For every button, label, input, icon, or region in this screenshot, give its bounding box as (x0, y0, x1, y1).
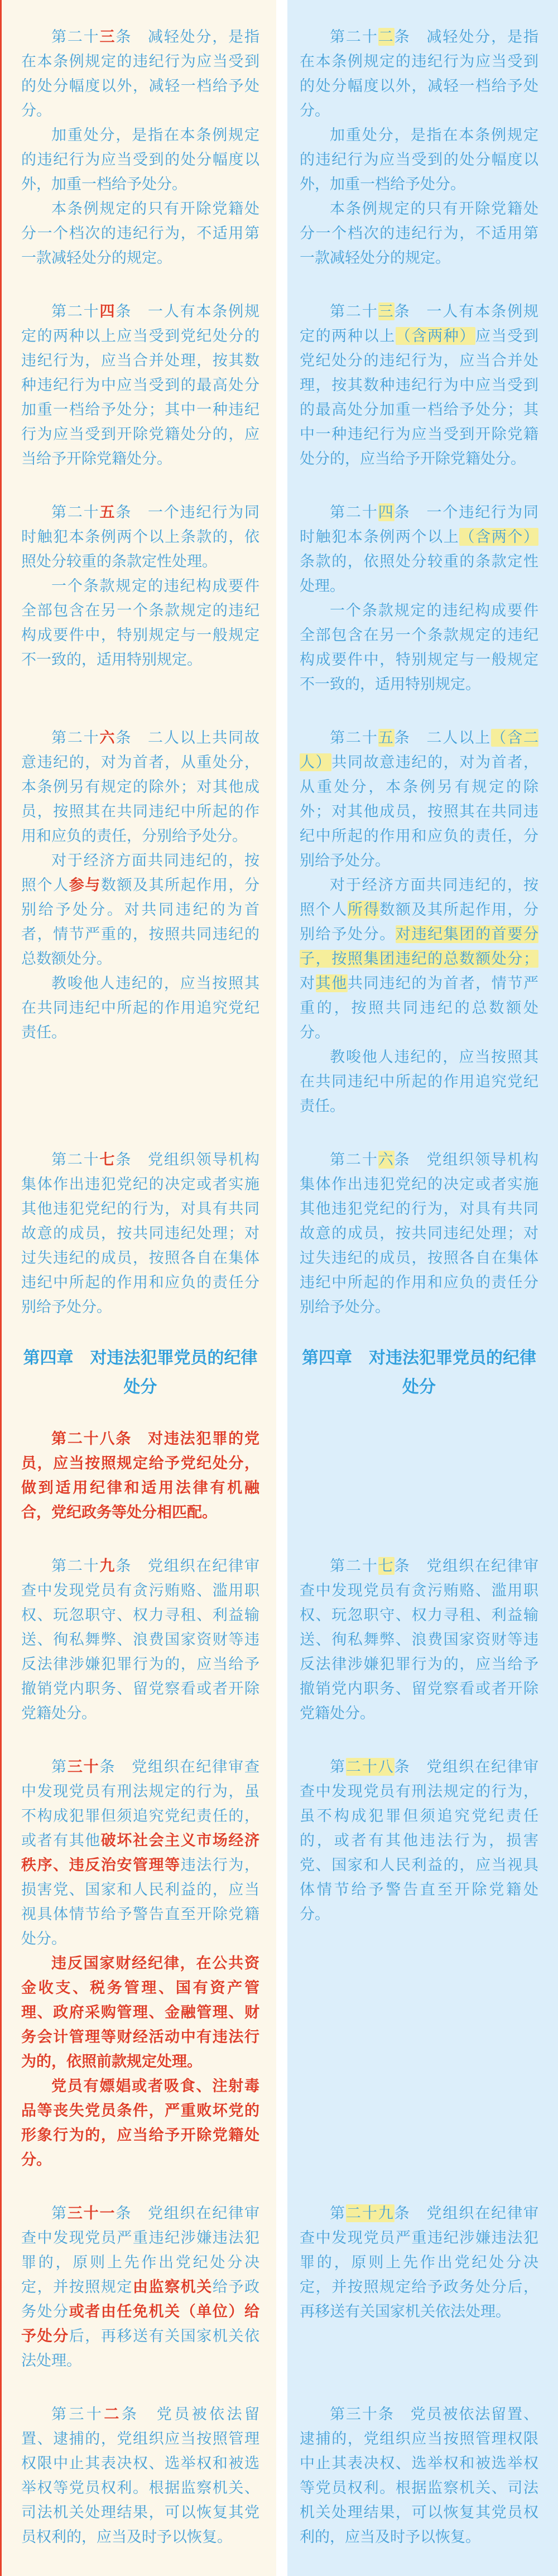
article-paragraph (300, 2402, 538, 2549)
highlighted-text: 六 (378, 1151, 395, 1168)
article-paragraph (21, 500, 259, 574)
highlighted-text: （含两个） (459, 528, 539, 545)
column-gutter (276, 486, 287, 711)
old-version-cell (287, 1539, 558, 1740)
column-gutter (276, 1740, 287, 2186)
article-paragraph (21, 299, 259, 471)
body-text: 第二十 (330, 1558, 378, 1574)
revised-text: 三十一 (67, 2205, 116, 2222)
body-text: 条 党组织领导机构集体作出违犯党纪的决定或者实施其他违犯党纪的行为，对具有共同故意的成员，按共同违纪处理；对过失违纪的成员，按照各自在集体违纪中所起的作用和应负的责任分别给予处分。 (300, 1151, 539, 1315)
body-text: 条 一人有本条例规定的两种以上应当受到党纪处分的违纪行为，应当合并处理，按其数种违纪行为中应当受到的最高处分加重一档给予处分；其中一种违纪行为应当受到开除党籍处分的，应当给予开除党籍处分。 (21, 303, 260, 467)
new-version-cell (0, 486, 276, 711)
highlighted-text: 五 (378, 729, 395, 746)
new-version-cell (0, 2387, 276, 2576)
comparison-row (0, 1539, 558, 1740)
article-paragraph (21, 123, 259, 196)
comparison-row (0, 1740, 558, 2186)
body-text: 第三十条 党员被依法留置、逮捕的，党组织应当按照管理权限中止其表决权、选举权和被选举权等党员权利。根据监察机关、司法机关处理结果，可以恢复其党员权利的，应当及时予以恢复。 (300, 2406, 538, 2545)
body-text: 第二十 (51, 28, 100, 45)
body-text: 本条例规定的只有开除党籍处分一个档次的违纪行为，不适用第一款减轻处分的规定。 (21, 200, 259, 266)
body-text: 应当受到党纪处分的违纪行为，应当合并处理，按其数种违纪行为中应当受到的最高处分加重一档给予处分；其中一种违纪行为应当受到开除党籍处分的，应当给予开除党籍处分。 (300, 328, 539, 467)
comparison-row (0, 1334, 558, 1412)
chapter-heading (21, 1344, 259, 1402)
revised-text: 或者由任免机关（单位）给予处分 (21, 2303, 260, 2344)
old-version-cell (287, 1412, 558, 1539)
body-text: 第 (330, 2205, 346, 2222)
highlighted-text: 四 (378, 504, 395, 521)
column-gutter (276, 2387, 287, 2576)
body-text: 教唆他人违纪的，应当按照其在共同违纪中所起的作用追究党纪责任。 (21, 975, 259, 1041)
article-paragraph (21, 971, 259, 1045)
body-text: 违法行为，损害党、国家和人民利益的，应当视具体情节给予警告直至开除党籍处分。 (21, 1857, 260, 1947)
body-text: 条 党组织在纪律审查中发现党员有贪污贿赂、滥用职权、玩忽职守、权力寻租、利益输送、徇私舞弊、浪费国家资财等违反法律涉嫌犯罪行为的，应当给予撤销党内职务、留党察看或者开除党籍处分。 (21, 1558, 260, 1722)
body-text: 条 一个违纪行为同时触犯本条例两个以上 (300, 504, 539, 545)
old-version-cell (287, 2186, 558, 2387)
body-text: 加重处分，是指在本条例规定的违纪行为应当受到的处分幅度以外，加重一档给予处分。 (300, 127, 538, 193)
article-paragraph (300, 299, 538, 471)
body-text: 条 党组织在纪律审查中发现党员有刑法规定的行为，虽不构成犯罪但须追究党纪责任的，或者有其他 (21, 1758, 260, 1849)
body-text: 条 减轻处分，是指在本条例规定的违纪行为应当受到的处分幅度以外，减轻一档给予处分。 (300, 28, 539, 119)
new-version-cell (0, 1133, 276, 1334)
body-text: 条款的，依照处分较重的条款定性处理。 (300, 553, 538, 594)
old-version-cell (287, 1133, 558, 1334)
article-paragraph (21, 25, 259, 123)
comparison-row (0, 1133, 558, 1334)
article-paragraph (21, 2201, 259, 2373)
body-text: 第二十 (51, 1558, 100, 1574)
revised-text: 三 (99, 28, 116, 45)
column-gutter (276, 1539, 287, 1740)
article-paragraph (21, 1951, 259, 2074)
highlighted-text: 所得 (347, 901, 380, 918)
body-text: 第 (51, 1758, 68, 1775)
highlighted-text: 对违纪集团的首要分子，按照集团违纪的总数额处分； (300, 926, 539, 967)
column-gutter (276, 711, 287, 1133)
body-text: 条 二人以上 (394, 729, 492, 746)
article-paragraph (21, 848, 259, 971)
body-text: 数额及其所起作用，分别给予处分。对共同违纪的为首者，情节严重的，按照共同违纪的总数额处分。 (21, 877, 260, 967)
body-text: 条 一人有本条例规定的两种以上 (300, 303, 539, 344)
article-paragraph (300, 598, 538, 696)
body-text: 第二十 (330, 729, 378, 746)
article-paragraph (21, 725, 259, 848)
body-text: 教唆他人违纪的，应当按照其在共同违纪中所起的作用追究党纪责任。 (300, 1049, 538, 1114)
article-paragraph (300, 1755, 538, 1926)
old-version-cell (287, 285, 558, 486)
chapter-heading (300, 1344, 538, 1402)
body-text: 条 党组织在纪律审查中发现党员有刑法规定的行为，虽不构成犯罪但须追究党纪责任的，或者有其他违法行为，损害党、国家和人民利益的，应当视具体情节给予警告直至开除党籍处分。 (300, 1758, 539, 1923)
body-text: 第 (51, 2205, 68, 2222)
comparison-row (0, 486, 558, 711)
highlighted-text: 三 (378, 303, 395, 320)
body-text: 对于经济方面共同违纪的，按照个人 (21, 852, 259, 893)
old-version-cell (287, 711, 558, 1133)
old-version-cell (287, 1740, 558, 2186)
revised-text: 三十 (67, 1758, 100, 1775)
new-version-cell (0, 1740, 276, 2186)
new-version-cell (0, 1539, 276, 1740)
article-paragraph (300, 25, 538, 123)
article-paragraph (300, 725, 538, 873)
highlighted-text: （含二人） (300, 729, 539, 771)
comparison-row (0, 2387, 558, 2576)
body-text: 第二十 (51, 1151, 100, 1168)
body-text: 条 一个违纪行为同时触犯本条例两个以上条款的，依照处分较重的条款定性处理。 (21, 504, 260, 570)
column-gutter (276, 1412, 287, 1539)
comparison-row (0, 711, 558, 1133)
body-text: 一个条款规定的违纪构成要件全部包含在另一个条款规定的违纪构成要件中，特别规定与一般规定不一致的，适用特别规定。 (21, 578, 259, 668)
article-paragraph (300, 123, 538, 196)
body-text: 条 二人以上共同故意违纪的，对为首者，从重处分，本条例另有规定的除外；对其他成员，按照其在共同违纪中所起的作用和应负的责任，分别给予处分。 (21, 729, 260, 844)
body-text: 本条例规定的只有开除党籍处分一个档次的违纪行为，不适用第一款减轻处分的规定。 (300, 200, 538, 266)
new-version-cell (0, 2186, 276, 2387)
highlighted-text: （含两种） (395, 328, 476, 344)
new-version-cell (0, 285, 276, 486)
new-version-cell (0, 1334, 276, 1412)
old-version-cell (287, 486, 558, 711)
article-paragraph (21, 1554, 259, 1726)
article-paragraph (21, 2402, 259, 2549)
body-text: 第二十 (330, 1151, 378, 1168)
comparison-row (0, 0, 558, 285)
revised-text: 由监察机关 (133, 2279, 213, 2295)
revised-text: 第二十八条 对违法犯罪的党员，应当按照规定给予党纪处分，做到适用纪律和适用法律有机融合，党纪政务等处分相匹配。 (21, 1430, 259, 1521)
body-text: 第二十 (51, 729, 100, 746)
article-paragraph (21, 1426, 259, 1525)
highlighted-text: 二 (378, 28, 395, 45)
body-text: 条 党组织在纪律审查中发现党员严重违纪涉嫌违法犯罪的，原则上先作出党纪处分决定，并按照规定给予政务处分后，再移送有关国家机关依法处理。 (300, 2205, 539, 2320)
new-version-cell (0, 711, 276, 1133)
column-gutter (276, 1133, 287, 1334)
revised-text: 违反国家财经纪律，在公共资金收支、税务管理、国有资产管理、政府采购管理、金融管理、财务会计管理等财经活动中有违法行为的，依照前款规定处理。 (21, 1955, 259, 2070)
old-version-cell (287, 2387, 558, 2576)
revised-text: 参与 (69, 877, 101, 893)
revised-text: 九 (99, 1558, 116, 1574)
body-text: 条 党组织领导机构集体作出违犯党纪的决定或者实施其他违犯党纪的行为，对具有共同故意的成员，按共同违纪处理；对过失违纪的成员，按照各自在集体违纪中所起的作用和应负的责任分别给予处分。 (21, 1151, 260, 1315)
article-paragraph (21, 574, 259, 672)
body-text: 第四章 对违法犯罪党员的纪律处分 (23, 1349, 258, 1396)
body-text: 第四章 对违法犯罪党员的纪律处分 (302, 1349, 536, 1396)
column-gutter (276, 285, 287, 486)
article-paragraph (300, 196, 538, 270)
body-text: 对于经济方面共同违纪的，按照个人 (300, 877, 538, 918)
body-text: 数额及其所起作用，分别给予处分。 (300, 901, 539, 943)
highlighted-text: 二十九 (345, 2205, 395, 2222)
body-text: 条 党组织在纪律审查中发现党员有贪污贿赂、滥用职权、玩忽职守、权力寻租、利益输送、徇私舞弊、浪费国家资财等违反法律涉嫌犯罪行为的，应当给予撤销党内职务、留党察看或者开除党籍处分。 (300, 1558, 539, 1722)
body-text: 加重处分，是指在本条例规定的违纪行为应当受到的处分幅度以外，加重一档给予处分。 (21, 127, 259, 193)
article-paragraph (21, 196, 259, 270)
highlighted-text: 七 (378, 1558, 395, 1574)
article-paragraph (21, 1755, 259, 1951)
body-text: 一个条款规定的违纪构成要件全部包含在另一个条款规定的违纪构成要件中，特别规定与一般规定不一致的，适用特别规定。 (300, 602, 538, 693)
revised-text: 六 (99, 729, 116, 746)
body-text: 第二十 (330, 303, 378, 320)
body-text: 给予政务处分 (21, 2279, 260, 2320)
body-text: 第二十 (330, 504, 378, 521)
body-text: 第二十 (51, 504, 100, 521)
highlighted-text: 其他 (315, 975, 348, 992)
article-paragraph (300, 873, 538, 1045)
revised-text: 四 (99, 303, 116, 320)
body-text: 条 减轻处分，是指在本条例规定的违纪行为应当受到的处分幅度以外，减轻一档给予处分。 (21, 28, 260, 119)
body-text: 条 党组织在纪律审查中发现党员严重违纪涉嫌违法犯罪的，原则上先作出党纪处分决定，并按照规定 (21, 2205, 260, 2295)
article-paragraph (300, 500, 538, 598)
body-text: 对 (300, 975, 316, 992)
body-text: 共同故意违纪的，对为首者，从重处分，本条例另有规定的除外；对其他成员，按照其在共同违纪中所起的作用和应负的责任，分别给予处分。 (300, 754, 539, 869)
highlighted-text: 二十八 (345, 1758, 395, 1775)
revised-text: 五 (99, 504, 116, 521)
article-paragraph (300, 1045, 538, 1118)
old-version-cell (287, 1334, 558, 1412)
column-gutter (276, 2186, 287, 2387)
revised-text: 破坏社会主义市场经济秩序、违反治安管理等 (21, 1832, 260, 1873)
old-version-cell (287, 0, 558, 285)
body-text: 共同违纪的为首者，情节严重的，按照共同违纪的总数额处分。 (300, 975, 539, 1041)
body-text: 第 (330, 1758, 346, 1775)
body-text: 后，再移送有关国家机关依法处理。 (21, 2328, 260, 2369)
column-gutter (276, 0, 287, 285)
body-text: 条 党员被依法留置、逮捕的，党组织应当按照管理权限中止其表决权、选举权和被选举权等党员权利。根据监察机关、司法机关处理结果，可以恢复其党员权利的，应当及时予以恢复。 (21, 2406, 260, 2545)
article-paragraph (300, 2201, 538, 2324)
revised-text: 七 (99, 1151, 116, 1168)
article-paragraph (21, 1147, 259, 1319)
body-text: 第三十 (51, 2406, 104, 2423)
body-text: 第二十 (51, 303, 100, 320)
new-version-cell (0, 0, 276, 285)
comparison-row (0, 1412, 558, 1539)
article-paragraph (300, 1554, 538, 1726)
column-gutter (276, 1334, 287, 1412)
revised-text: 二 (104, 2406, 122, 2423)
article-paragraph (21, 2074, 259, 2172)
new-version-cell (0, 1412, 276, 1539)
comparison-row (0, 2186, 558, 2387)
revised-text: 党员有嫖娼或者吸食、注射毒品等丧失党员条件，严重败坏党的形象行为的，应当给予开除党籍处分。 (21, 2078, 259, 2168)
body-text: 第二十 (330, 28, 378, 45)
article-paragraph (300, 1147, 538, 1319)
comparison-row (0, 285, 558, 486)
